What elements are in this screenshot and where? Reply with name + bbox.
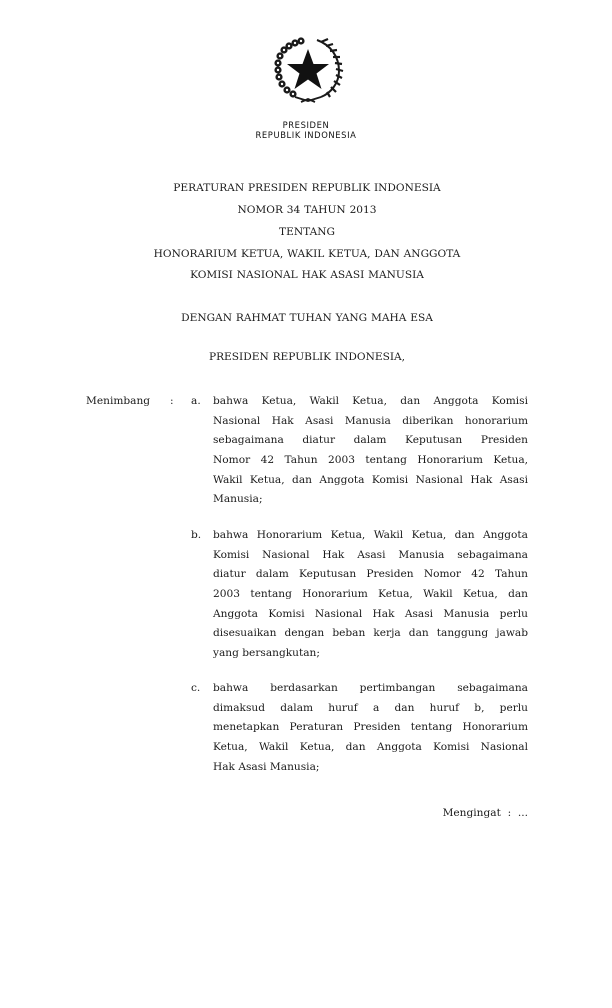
item-line: Nasional Hak Asasi Manusia diberikan honorarium: [213, 414, 528, 427]
item-line: Hak Asasi Manusia;: [213, 760, 320, 773]
menimbang-colon: :: [170, 395, 174, 407]
considering-item-b: [213, 528, 528, 666]
item-line: sebagaimana diatur dalam Keputusan Presiden: [213, 434, 528, 447]
item-line: dimaksud dalam huruf a dan huruf b, perlu: [213, 701, 528, 714]
considering-item-c: [213, 681, 528, 779]
item-line: Komisi Nasional Hak Asasi Manusia sebagaimana: [213, 548, 528, 561]
item-line: Anggota Komisi Nasional Hak Asasi Manusia perlu: [213, 607, 528, 620]
item-line: yang bersangkutan;: [213, 647, 320, 660]
item-line: Manusia;: [213, 493, 263, 506]
invocation: DENGAN RAHMAT TUHAN YANG MAHA ESA: [181, 312, 433, 324]
item-letter-b: b.: [191, 529, 202, 541]
regulation-subject-line1: HONORARIUM KETUA, WAKIL KETUA, DAN ANGGOTA: [153, 248, 461, 260]
item-line: menetapkan Peraturan Presiden tentang Honorarium: [213, 721, 528, 734]
item-line: Nomor 42 Tahun 2003 tentang Honorarium Ketua,: [213, 454, 528, 467]
item-line: Ketua, Wakil Ketua, dan Anggota Komisi Nasional: [213, 741, 528, 754]
regulation-about-label: TENTANG: [279, 226, 335, 238]
item-line: bahwa Honorarium Ketua, Wakil Ketua, dan Anggota: [213, 529, 528, 541]
regulation-number: NOMOR 34 TAHUN 2013: [237, 204, 377, 216]
item-line: bahwa berdasarkan pertimbangan sebagaimana: [213, 682, 528, 694]
emblem-caption-presiden: PRESIDEN: [282, 120, 330, 130]
item-letter-c: c.: [191, 682, 201, 694]
item-line: bahwa Ketua, Wakil Ketua, dan Anggota Komisi: [213, 395, 528, 407]
item-line: diatur dalam Keputusan Presiden Nomor 42 Tahun: [213, 568, 528, 581]
item-letter-a: a.: [191, 395, 201, 407]
continuation-marker: Mengingat : ...: [442, 807, 528, 819]
regulation-subject-line2: KOMISI NASIONAL HAK ASASI MANUSIA: [190, 269, 424, 281]
considering-item-a: [213, 394, 528, 512]
emblem-caption-republik: REPUBLIK INDONESIA: [255, 130, 357, 140]
item-line: Wakil Ketua, dan Anggota Komisi Nasional Hak Asasi: [213, 473, 528, 486]
item-line: 2003 tentang Honorarium Ketua, Wakil Ketua, dan: [213, 588, 528, 601]
menimbang-label: Menimbang: [86, 395, 151, 407]
presidential-emblem-icon: [271, 35, 345, 105]
item-line: disesuaikan dengan beban kerja dan tanggung jawab: [213, 627, 528, 640]
authority-line: PRESIDEN REPUBLIK INDONESIA,: [208, 351, 406, 363]
regulation-title: PERATURAN PRESIDEN REPUBLIK INDONESIA: [173, 182, 441, 194]
